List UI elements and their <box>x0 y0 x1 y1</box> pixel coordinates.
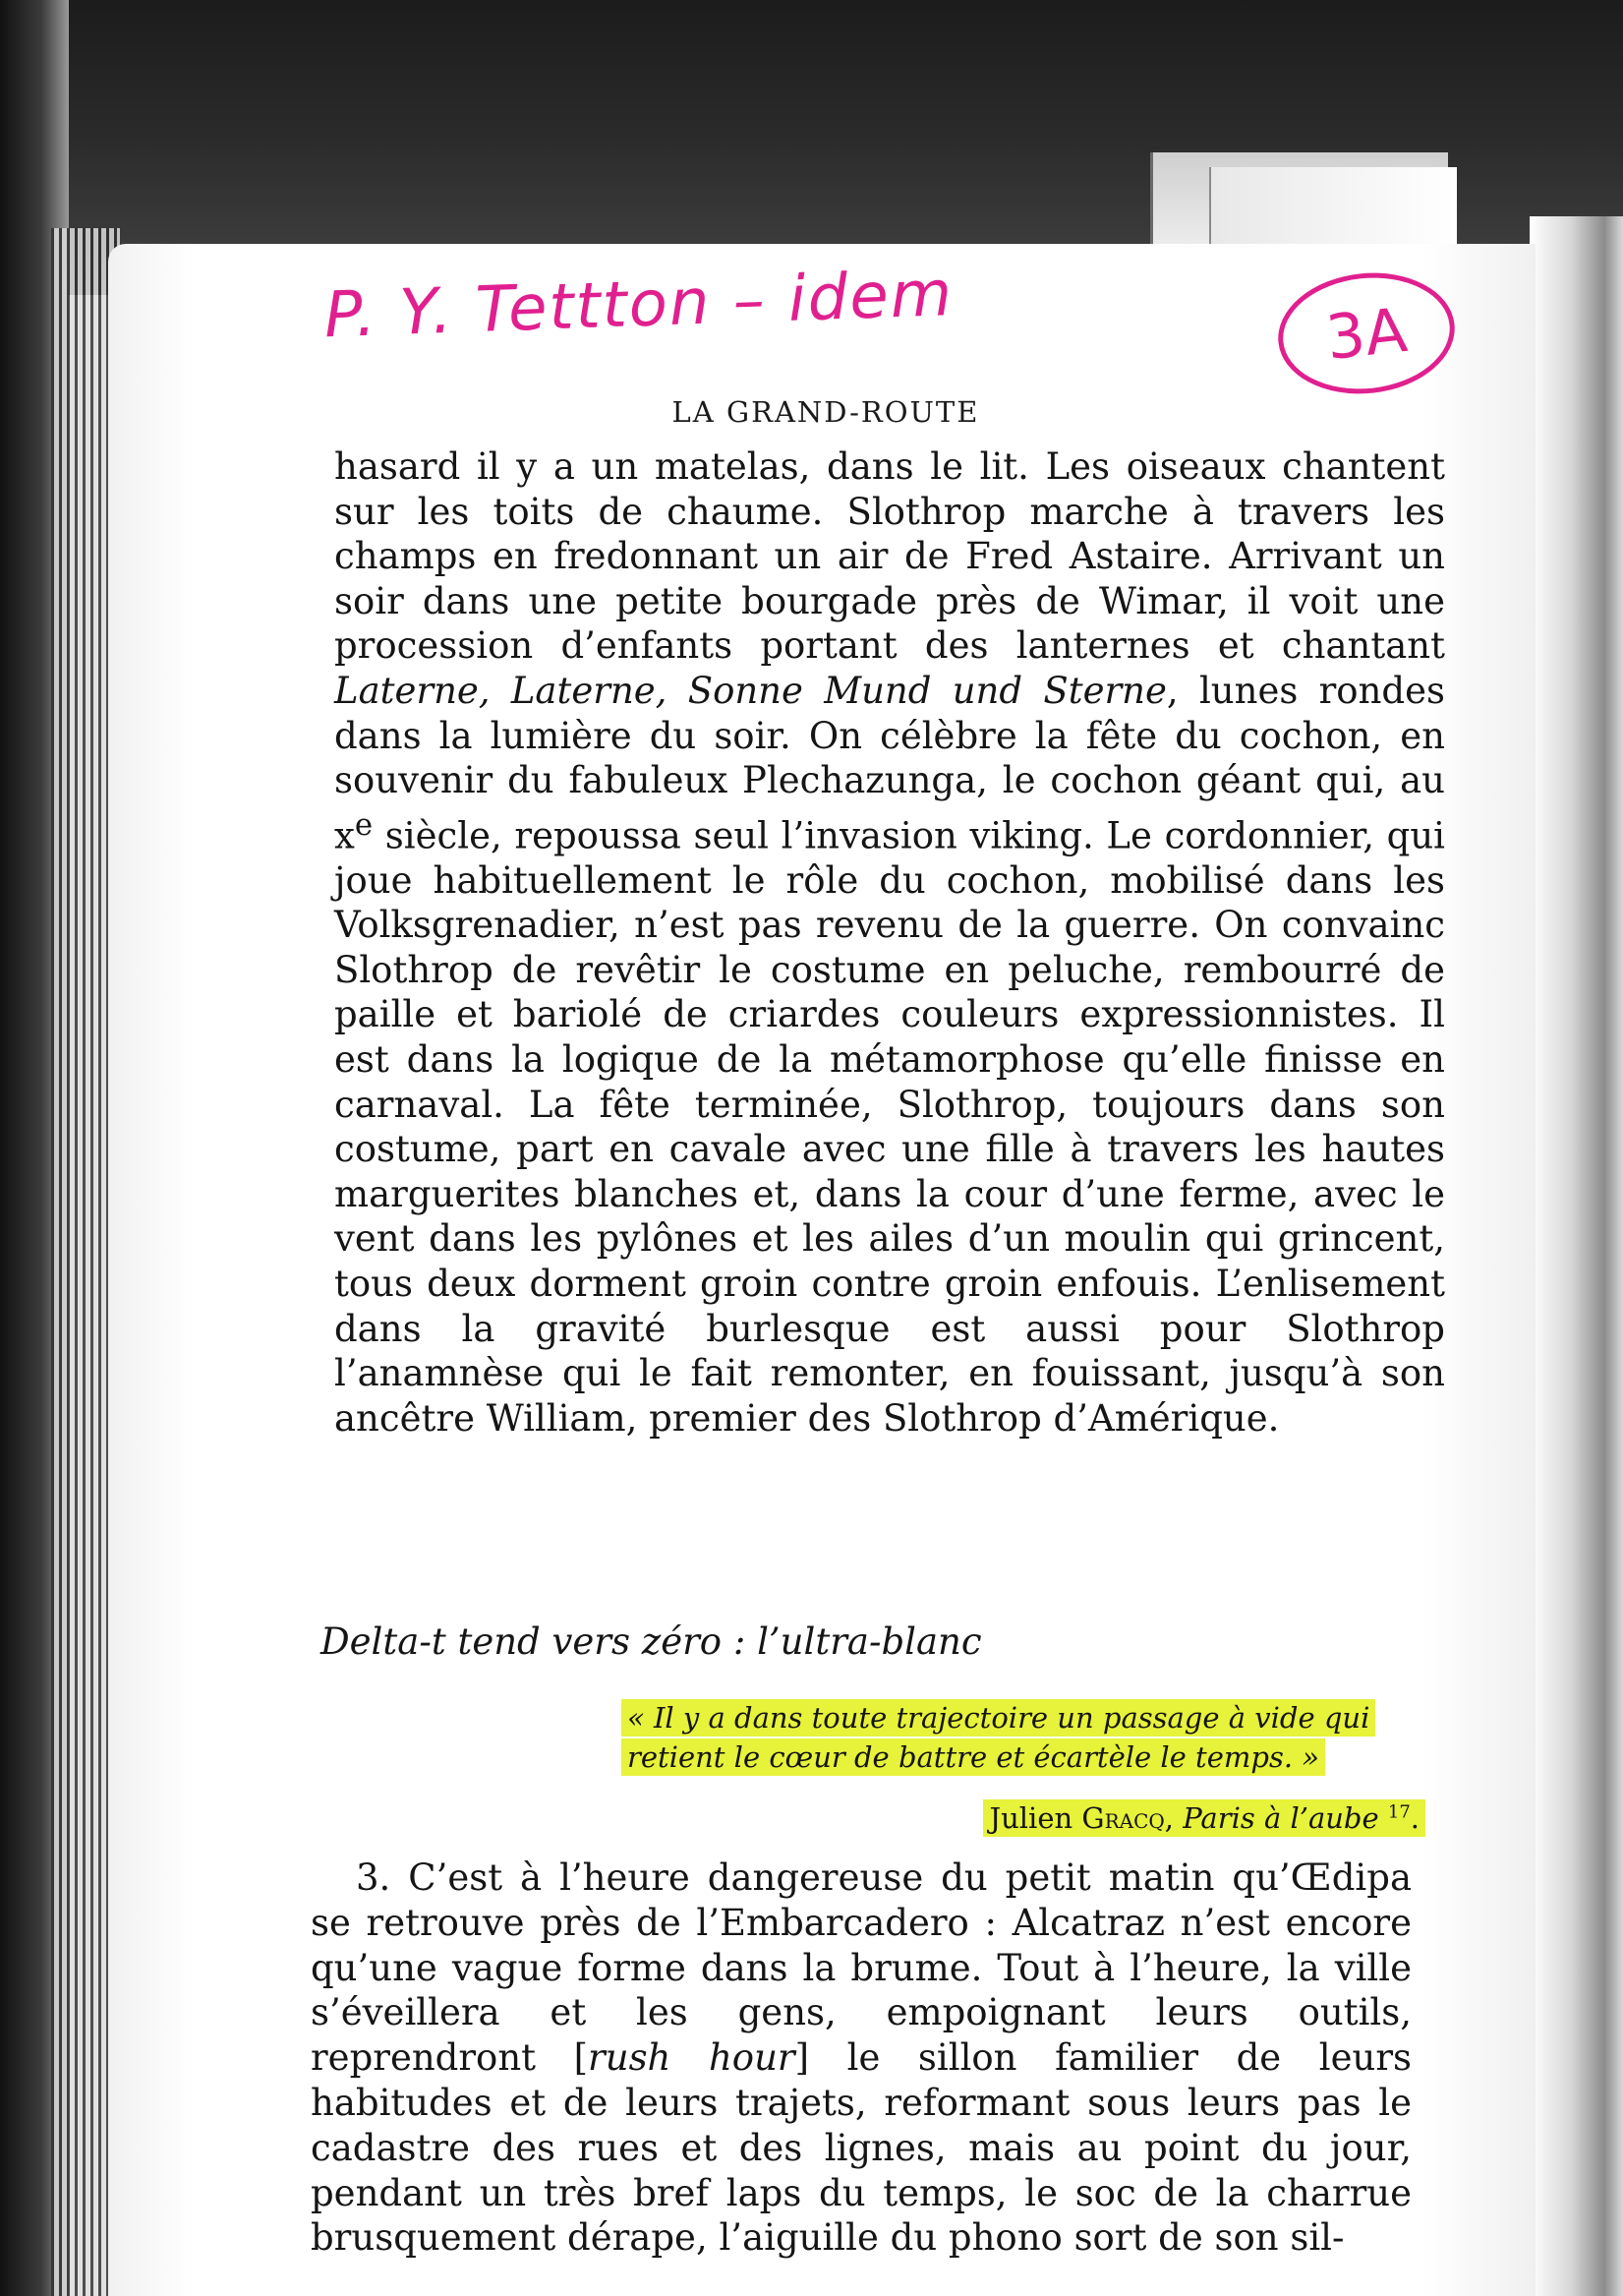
author-last-name: Gracq <box>1081 1801 1165 1835</box>
paragraph-2-text-b: ] le sillon familier de leurs habitudes et de leurs trajets, reformant sous leurs pas le cadastre des rues et des lignes, mais au point du jour, pendant un très bref laps du temps, le soc de la charrue brusquement dérape, l’aiguille du phono sort de son sil- <box>311 2036 1412 2260</box>
paragraph-1-text-b: , lunes rondes dans la lumière du soir. On célèbre la fête du cochon, en souvenir du fabuleux Plechazunga, le cochon géant qui, au x <box>334 669 1445 857</box>
paragraph-2-text-a: C’est à l’heure dangereuse du petit matin qu’Œdipa se retrouve près de l’Embarcadero : Alcatraz n’est encore qu’une vague forme dans la brume. Tout à l’heure, la ville s’éveillera et les gens, empoignant leurs outils, reprendront [ <box>311 1856 1412 2080</box>
footnote-ref: 17 <box>1387 1801 1411 1823</box>
paragraph-1 <box>334 444 1445 1521</box>
epigraph-highlight-1: « Il y a dans toute trajectoire un passage à vide qui <box>621 1699 1375 1737</box>
handwritten-annotation: P. Y. Tettton – idem <box>322 257 956 353</box>
century-superscript: e <box>354 806 374 843</box>
epigraph-line-2 <box>621 1740 1325 1774</box>
work-title: Paris à l’aube <box>1183 1801 1379 1835</box>
author-first-name: Julien <box>989 1801 1073 1835</box>
section-title: Delta-t tend vers zéro : l’ultra-blanc <box>320 1620 982 1663</box>
english-term: rush hour <box>588 2036 795 2080</box>
epigraph-highlight-2: retient le cœur de battre et écartèle le temps. » <box>621 1738 1325 1776</box>
running-head: LA GRAND-ROUTE <box>671 395 980 429</box>
epigraph-attribution-highlight: Julien Gracq, Paris à l’aube $^{17}$. <box>983 1799 1425 1837</box>
epigraph-line-1 <box>621 1701 1375 1735</box>
book-gutter <box>1530 216 1623 2296</box>
page-mark-label: 3A <box>1322 293 1411 374</box>
paragraph-1-text-a: hasard il y a un matelas, dans le lit. Les oiseaux chantent sur les toits de chaume. Slothrop marche à travers les champs en fredonnant un air de Fred Astaire. Arrivant un soir dans une petite bourgade près de Wimar, il voit une procession d’enfants portant des lanternes et chantant <box>334 445 1445 668</box>
song-title: Laterne, Laterne, Sonne Mund und Sterne <box>334 669 1167 712</box>
paragraph-2 <box>311 1855 1412 2288</box>
paragraph-number: 3. <box>356 1856 391 1899</box>
epigraph-attribution <box>983 1801 1425 1835</box>
epigraph <box>570 1701 1465 1878</box>
paragraph-1-text-c: siècle, repoussa seul l’invasion viking. Le cordonnier, qui joue habituellement le rôle du cochon, mobilisé dans les Volksgrenadier, n’est pas revenu de la guerre. On convainc Slothrop de revêtir le costume en peluche, rembourré de paille et bariolé de criardes couleurs expressionnistes. Il est dans la logique de la métamorphose qu’elle finisse en carnaval. La fête terminée, Slothrop, toujours dans son costume, part en cavale avec une fille à travers les hautes marguerites blanches et, dans la cour d’une ferme, avec le vent dans les pylônes et les ailes d’un moulin qui grincent, tous deux dorment groin contre groin enfouis. L’enlisement dans la gravité burlesque est aussi pour Slothrop l’anamnèse qui le fait remonter, en fouissant, jusqu’à son ancêtre William, premier des Slothrop d’Amérique. <box>334 814 1445 1440</box>
